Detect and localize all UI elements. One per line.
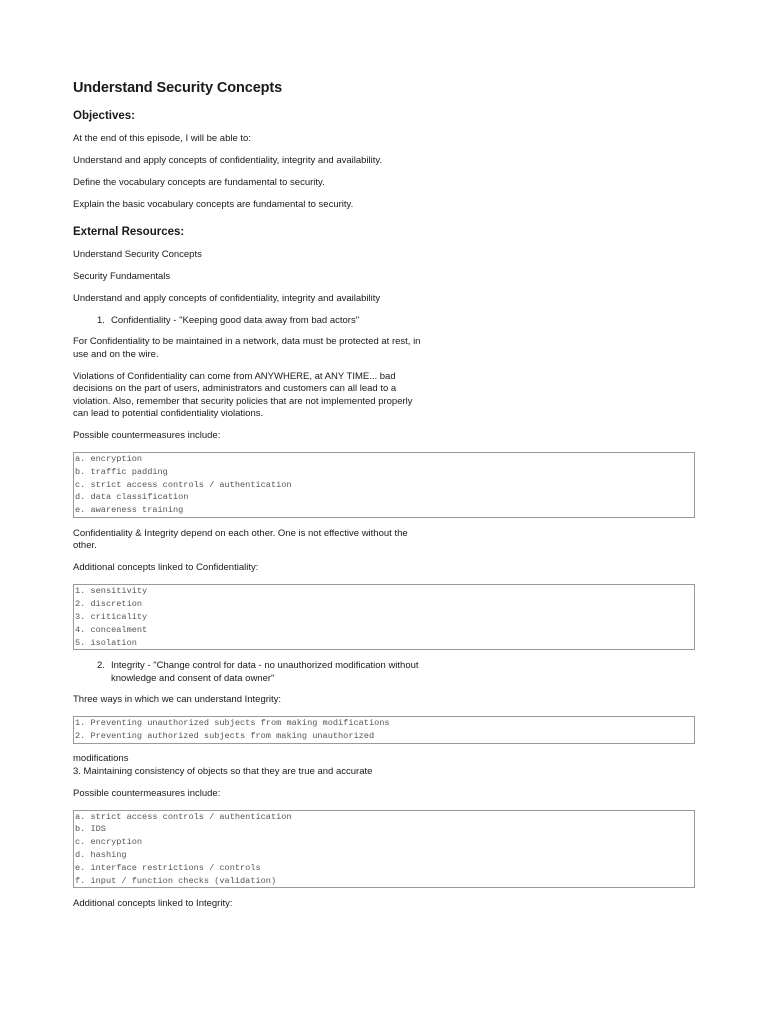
resource-item: Security Fundamentals — [73, 270, 171, 282]
code-block-confidentiality-countermeasures — [73, 452, 695, 518]
external-resources-heading: External Resources: — [73, 225, 185, 238]
additional-concepts-label: Additional concepts linked to Confidentiality: — [73, 562, 259, 574]
numbered-section-confidentiality — [73, 315, 698, 328]
code-line: e. awareness training — [75, 505, 184, 516]
code-line: 2. Preventing authorized subjects from making unauthorized — [75, 731, 375, 742]
code-block-integrity-countermeasures — [73, 810, 695, 889]
list-item — [97, 314, 451, 328]
code-line: d. data classification — [75, 492, 189, 503]
objectives-intro: At the end of this episode, I will be able to: — [73, 133, 251, 144]
objective-item: Understand and apply concepts of confidentiality, integrity and availability. — [73, 155, 383, 166]
code-line: f. input / function checks (validation) — [75, 875, 277, 886]
integrity-ways-label: Three ways in which we can understand Integrity: — [73, 694, 282, 706]
code-line: e. interface restrictions / controls — [75, 862, 261, 873]
integrity-continuation-line: modifications — [73, 753, 129, 765]
resource-item: Understand Security Concepts — [73, 248, 202, 260]
objectives-heading: Objectives: — [73, 110, 135, 122]
integrity-title: Integrity - "Change control for data - no unauthorized modification without knowledge and consent of data owner" — [111, 660, 419, 684]
code-line: a. strict access controls / authentication — [75, 811, 292, 822]
list-item — [97, 660, 451, 685]
integrity-continuation — [73, 753, 428, 778]
code-line: 4. concealment — [75, 624, 148, 635]
code-block-integrity-ways — [73, 716, 695, 744]
list-number: 1. — [97, 314, 105, 326]
code-line: 1. sensitivity — [75, 586, 148, 597]
code-line: 5. isolation — [75, 637, 137, 648]
list-number: 2. — [97, 660, 105, 672]
code-line: 3. criticality — [75, 612, 148, 623]
confidentiality-title: Confidentiality - "Keeping good data away from bad actors" — [111, 314, 360, 326]
code-line: b. traffic padding — [75, 466, 168, 477]
code-line: c. strict access controls / authentication — [75, 479, 292, 490]
code-line: d. hashing — [75, 849, 127, 860]
confidentiality-paragraph: Violations of Confidentiality can come from ANYWHERE, at ANY TIME... bad decisions on the part of users, administrators and customers can all lead to a violation. Also, remember that security policies that are not implemented properly can lead to potential confidentiality violations. — [73, 370, 413, 419]
confidentiality-paragraph: Confidentiality & Integrity depend on each other. One is not effective without the other. — [73, 527, 408, 552]
code-line: b. IDS — [75, 824, 106, 835]
resource-item: Understand and apply concepts of confidentiality, integrity and availability — [73, 292, 381, 304]
countermeasures-label: Possible countermeasures include: — [73, 430, 221, 441]
confidentiality-paragraph: For Confidentiality to be maintained in a network, data must be protected at rest, in use and on the wire. — [73, 336, 421, 360]
numbered-section-integrity — [73, 660, 698, 685]
code-line: 1. Preventing unauthorized subjects from making modifications — [75, 718, 390, 729]
countermeasures-label: Possible countermeasures include: — [73, 787, 221, 799]
code-line: 2. discretion — [75, 599, 143, 610]
objective-item: Define the vocabulary concepts are fundamental to security. — [73, 177, 325, 188]
objective-item: Explain the basic vocabulary concepts are fundamental to security. — [73, 199, 354, 210]
code-line: c. encryption — [75, 837, 143, 848]
integrity-continuation-line: 3. Maintaining consistency of objects so that they are true and accurate — [73, 765, 373, 777]
additional-concepts-label: Additional concepts linked to Integrity: — [73, 898, 233, 910]
page-title: Understand Security Concepts — [73, 80, 283, 96]
document-page — [73, 80, 698, 920]
code-block-confidentiality-concepts — [73, 584, 695, 650]
code-line: a. encryption — [75, 454, 143, 464]
